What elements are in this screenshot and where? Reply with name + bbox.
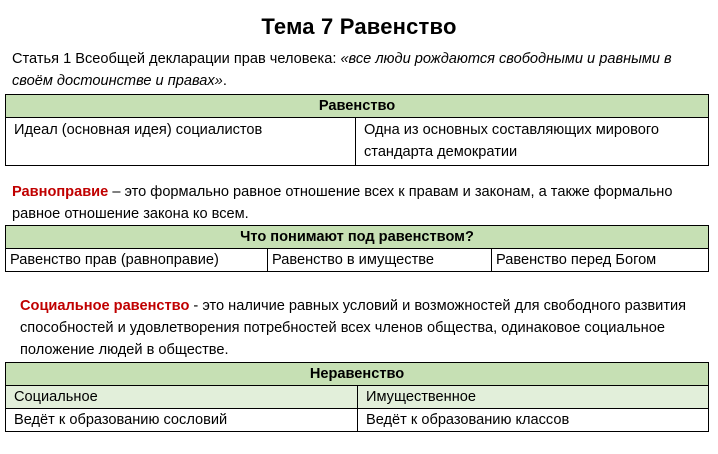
intro-suffix: .	[222, 73, 227, 89]
equality-cell-democracy: Одна из основных составляющих мирового стандарта демократии	[356, 118, 709, 166]
inequality-property-result: Ведёт к образованию классов	[358, 409, 709, 432]
intro-prefix: Статья 1 Всеобщей декларации прав человека:	[12, 51, 341, 67]
inequality-social-result: Ведёт к образованию сословий	[6, 409, 358, 432]
intro-quote: «все люди рождаются свободными и равными в своём достоинстве и правах»	[12, 51, 672, 89]
equal-rights-text: – это формально равное отношение всех к правам и законам, а также формально равное отношение закона ко всем.	[12, 184, 673, 222]
page-title: Тема 7 Равенство	[261, 14, 457, 39]
equality-meaning-header: Что понимают под равенством?	[6, 226, 709, 249]
social-equality-text: - это наличие равных условий и возможностей для свободного развития способностей и удовлетворения потребностей всех членов общества, одинаковое социальное положение людей в обществе.	[20, 298, 687, 358]
equality-meaning-rights: Равенство прав (равноправие)	[6, 249, 268, 272]
equality-cell-socialists: Идеал (основная идея) социалистов	[6, 118, 356, 166]
social-equality-definition	[20, 295, 710, 361]
equality-meaning-property: Равенство в имуществе	[268, 249, 492, 272]
inequality-social: Социальное	[6, 386, 358, 409]
intro-paragraph	[12, 48, 712, 92]
inequality-table-header: Неравенство	[6, 363, 709, 386]
equal-rights-definition	[12, 181, 712, 225]
equality-table	[5, 94, 709, 166]
inequality-table	[5, 362, 709, 432]
equality-meaning-god: Равенство перед Богом	[492, 249, 709, 272]
social-equality-term: Социальное равенство	[20, 298, 190, 314]
equality-table-header: Равенство	[6, 95, 709, 118]
inequality-property: Имущественное	[358, 386, 709, 409]
equal-rights-term: Равноправие	[12, 184, 109, 200]
equality-meaning-table	[5, 225, 709, 272]
